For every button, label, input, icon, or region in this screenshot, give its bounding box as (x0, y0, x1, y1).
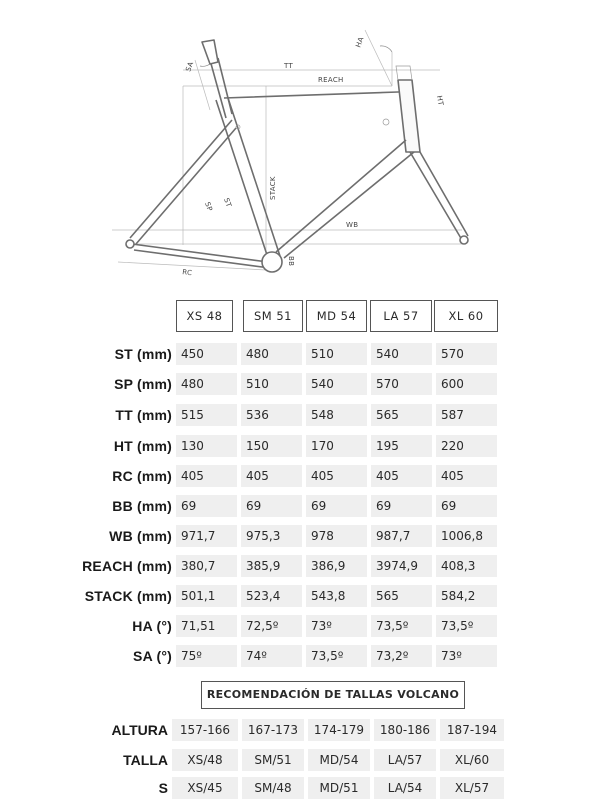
row-label: WB (mm) (109, 528, 172, 544)
geometry-row (0, 434, 616, 460)
value-cell: 408,3 (436, 555, 497, 577)
value-cell: 405 (436, 465, 497, 487)
value-cell: 71,51 (176, 615, 237, 637)
row-label: HT (mm) (113, 438, 172, 454)
row-label: SP (mm) (114, 376, 172, 392)
value-cell: 73,5º (436, 615, 497, 637)
value-cell: 195 (371, 435, 432, 457)
value-cell: 3974,9 (371, 555, 432, 577)
value-cell: 510 (241, 373, 302, 395)
value-cell: 540 (306, 373, 367, 395)
size-header-md: MD 54 (306, 300, 367, 332)
label-wb: WB (346, 221, 359, 229)
value-cell: 510 (306, 343, 367, 365)
value-cell: 565 (371, 404, 432, 426)
geometry-row (0, 494, 616, 520)
size-header-sm: SM 51 (243, 300, 303, 332)
value-cell: 450 (176, 343, 237, 365)
row-label: ST (mm) (114, 346, 172, 362)
value-cell: 74º (241, 645, 302, 667)
value-cell: 130 (176, 435, 237, 457)
value-cell: 1006,8 (436, 525, 497, 547)
label-ht: HT (435, 94, 445, 107)
geometry-row (0, 614, 616, 640)
geometry-row (0, 554, 616, 580)
label-stack: STACK (269, 176, 277, 200)
row-label: TALLA (123, 752, 168, 768)
value-cell: XS/45 (172, 777, 238, 799)
value-cell: 501,1 (176, 585, 237, 607)
value-cell: 69 (241, 495, 302, 517)
value-cell: 523,4 (241, 585, 302, 607)
geometry-row (0, 342, 616, 368)
value-cell: 405 (176, 465, 237, 487)
value-cell: XL/60 (440, 749, 504, 771)
value-cell: MD/54 (308, 749, 370, 771)
value-cell: 174-179 (308, 719, 370, 741)
geometry-row (0, 372, 616, 398)
value-cell: 380,7 (176, 555, 237, 577)
value-cell: 405 (306, 465, 367, 487)
recommendation-row (0, 776, 616, 802)
label-st: ST (222, 196, 233, 209)
value-cell: 515 (176, 404, 237, 426)
value-cell: 570 (436, 343, 497, 365)
value-cell: 975,3 (241, 525, 302, 547)
value-cell: 69 (436, 495, 497, 517)
value-cell: 570 (371, 373, 432, 395)
value-cell: 584,2 (436, 585, 497, 607)
value-cell: SM/51 (242, 749, 304, 771)
value-cell: 565 (371, 585, 432, 607)
value-cell: 385,9 (241, 555, 302, 577)
size-header-xl: XL 60 (434, 300, 498, 332)
value-cell: 75º (176, 645, 237, 667)
value-cell: 543,8 (306, 585, 367, 607)
label-rc: RC (181, 268, 193, 278)
value-cell: 150 (241, 435, 302, 457)
value-cell: 587 (436, 404, 497, 426)
row-label: RC (mm) (112, 468, 172, 484)
value-cell: 69 (176, 495, 237, 517)
value-cell: 220 (436, 435, 497, 457)
label-tt: TT (284, 62, 294, 70)
geometry-row (0, 403, 616, 429)
row-label: ALTURA (111, 722, 168, 738)
row-label: HA (°) (132, 618, 172, 634)
value-cell: XS/48 (172, 749, 238, 771)
row-label: SA (°) (133, 648, 172, 664)
value-cell: XL/57 (440, 777, 504, 799)
value-cell: 73,5º (371, 615, 432, 637)
value-cell: 73º (436, 645, 497, 667)
value-cell: 548 (306, 404, 367, 426)
value-cell: 170 (306, 435, 367, 457)
geometry-row (0, 644, 616, 670)
value-cell: 386,9 (306, 555, 367, 577)
frame-geometry-diagram (0, 0, 616, 290)
value-cell: 405 (241, 465, 302, 487)
value-cell: 180-186 (374, 719, 436, 741)
value-cell: MD/51 (308, 777, 370, 799)
row-label: S (158, 780, 168, 796)
value-cell: 157-166 (172, 719, 238, 741)
value-cell: 69 (371, 495, 432, 517)
label-sa: SA (184, 60, 196, 73)
value-cell: 540 (371, 343, 432, 365)
geometry-row (0, 464, 616, 490)
geometry-row (0, 584, 616, 610)
label-sp: SP (203, 200, 214, 213)
row-label: BB (mm) (112, 498, 172, 514)
label-ha: HA (354, 35, 366, 49)
row-label: TT (mm) (115, 407, 172, 423)
value-cell: 73,2º (371, 645, 432, 667)
value-cell: 600 (436, 373, 497, 395)
label-bb: BB (287, 256, 295, 267)
value-cell: 72,5º (241, 615, 302, 637)
row-label: REACH (mm) (82, 558, 172, 574)
value-cell: 73º (306, 615, 367, 637)
value-cell: 187-194 (440, 719, 504, 741)
value-cell: 405 (371, 465, 432, 487)
value-cell: LA/57 (374, 749, 436, 771)
value-cell: 536 (241, 404, 302, 426)
value-cell: 978 (306, 525, 367, 547)
value-cell: LA/54 (374, 777, 436, 799)
value-cell: 971,7 (176, 525, 237, 547)
value-cell: 480 (241, 343, 302, 365)
value-cell: SM/48 (242, 777, 304, 799)
value-cell: 73,5º (306, 645, 367, 667)
row-label: STACK (mm) (84, 588, 172, 604)
recommendation-row (0, 718, 616, 744)
size-header-la: LA 57 (370, 300, 432, 332)
value-cell: 480 (176, 373, 237, 395)
label-reach: REACH (318, 76, 344, 84)
size-header-xs: XS 48 (176, 300, 233, 332)
geometry-row (0, 524, 616, 550)
value-cell: 69 (306, 495, 367, 517)
recommendation-title: RECOMENDACIÓN DE TALLAS VOLCANO (201, 681, 465, 709)
recommendation-row (0, 748, 616, 774)
value-cell: 987,7 (371, 525, 432, 547)
value-cell: 167-173 (242, 719, 304, 741)
